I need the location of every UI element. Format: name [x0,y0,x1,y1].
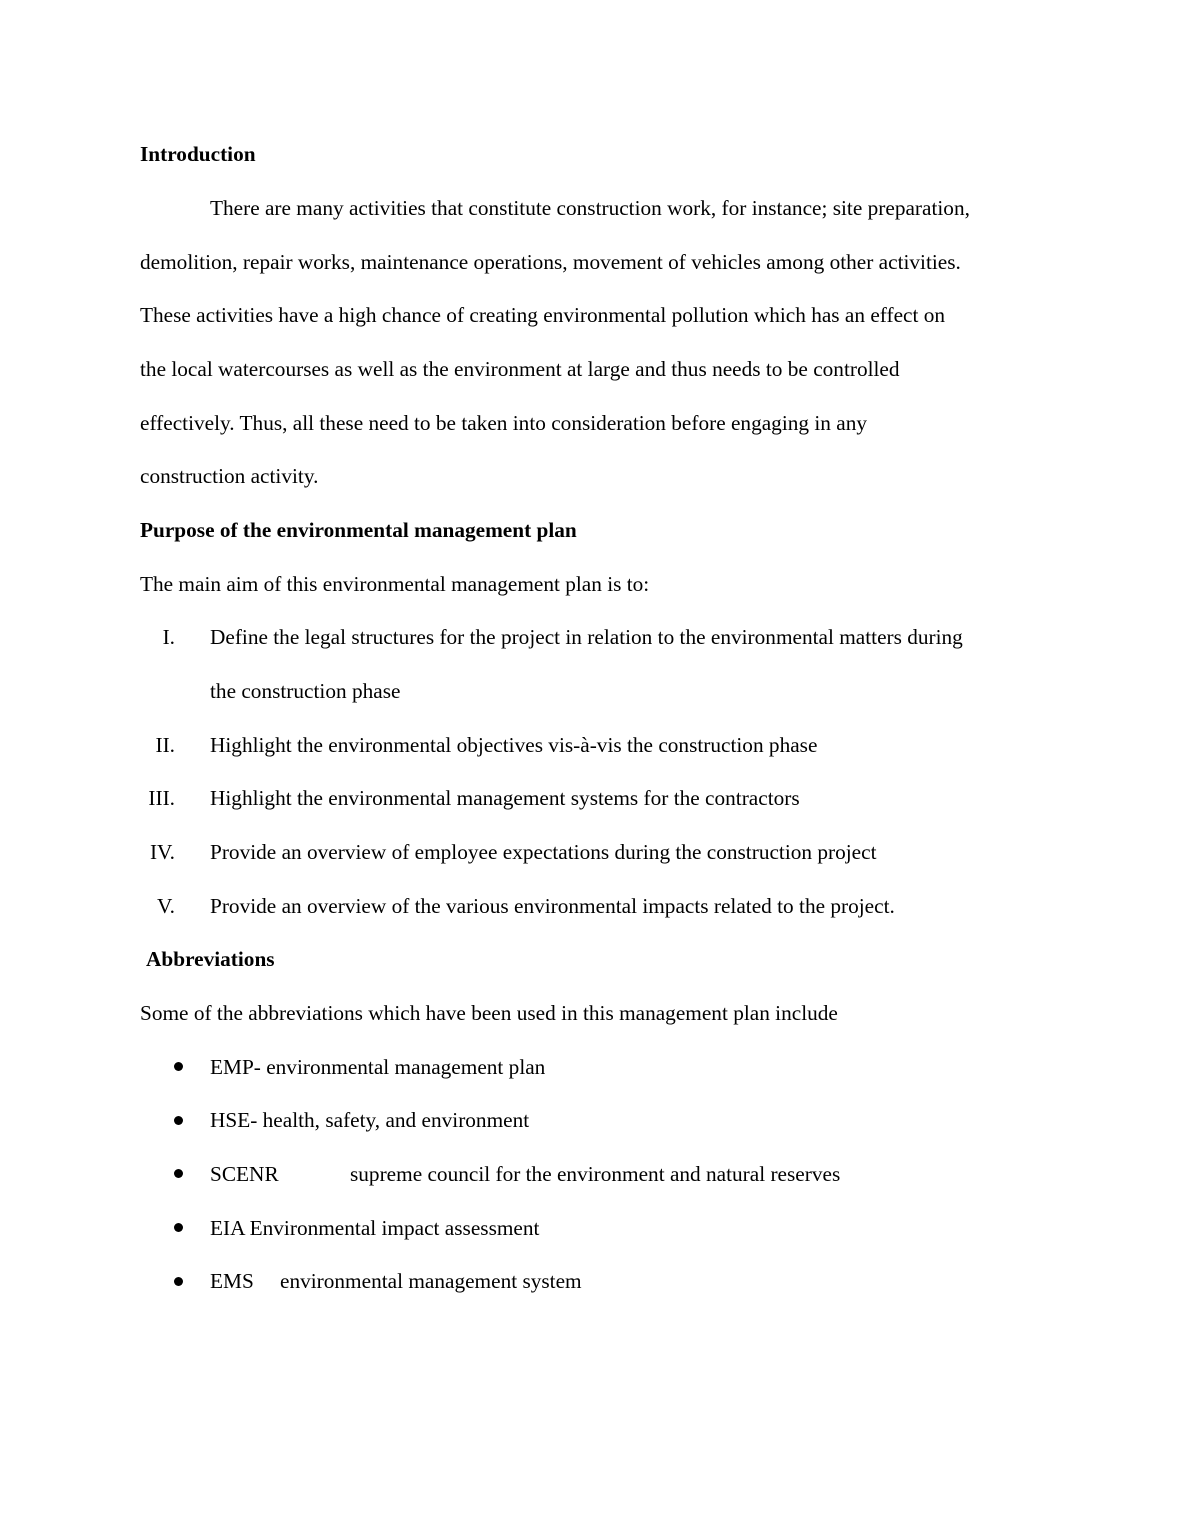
introduction-line-2: demolition, repair works, maintenance operations, movement of vehicles among other activities. [140,250,961,274]
purpose-lead: The main aim of this environmental management plan is to: [140,572,650,596]
introduction-heading: Introduction [140,142,256,166]
bullet-icon [174,1169,183,1178]
abbreviation-item-hse: HSE- health, safety, and environment [210,1108,530,1132]
purpose-item-3-line-1: Highlight the environmental management systems for the contractors [210,786,800,810]
purpose-item-3-numeral: III. [148,786,175,810]
purpose-item-2-numeral: II. [155,733,175,757]
introduction-line-4: the local watercourses as well as the environment at large and thus needs to be controlled [140,357,900,381]
introduction-line-5: effectively. Thus, all these need to be taken into consideration before engaging in any [140,411,868,435]
purpose-item-1-line-1: Define the legal structures for the project in relation to the environmental matters during [210,625,963,649]
bullet-icon [174,1223,183,1232]
purpose-item-5-line-1: Provide an overview of the various environmental impacts related to the project. [210,894,895,918]
purpose-item-1-numeral: I. [162,625,175,649]
abbreviation-term: EMS [210,1269,254,1293]
purpose-item-2-line-1: Highlight the environmental objectives vis-à-vis the construction phase [210,733,818,757]
bullet-icon [174,1116,183,1125]
abbreviation-item-eia: EIA Environmental impact assessment [210,1216,540,1240]
abbreviation-item-scenr [210,1164,840,1185]
abbreviation-meaning: supreme council for the environment and natural reserves [350,1162,841,1186]
introduction-line-6: construction activity. [140,464,319,488]
bullet-icon [174,1062,183,1071]
purpose-item-5-numeral: V. [157,894,175,918]
purpose-item-4-numeral: IV. [149,840,175,864]
abbreviation-item-ems [210,1271,582,1292]
abbreviation-meaning: environmental management system [280,1269,582,1293]
purpose-item-4-line-1: Provide an overview of employee expectations during the construction project [210,840,877,864]
abbreviation-item-emp: EMP- environmental management plan [210,1055,546,1079]
abbreviations-heading: Abbreviations [146,947,275,971]
bullet-icon [174,1277,183,1286]
purpose-heading: Purpose of the environmental management plan [140,518,577,542]
abbreviation-term: SCENR [210,1162,279,1186]
introduction-line-1: There are many activities that constitute construction work, for instance; site preparation, [210,196,970,220]
purpose-item-1-line-2: the construction phase [210,679,401,703]
introduction-line-3: These activities have a high chance of creating environmental pollution which has an effect on [140,303,946,327]
abbreviations-lead: Some of the abbreviations which have been used in this management plan include [140,1001,838,1025]
